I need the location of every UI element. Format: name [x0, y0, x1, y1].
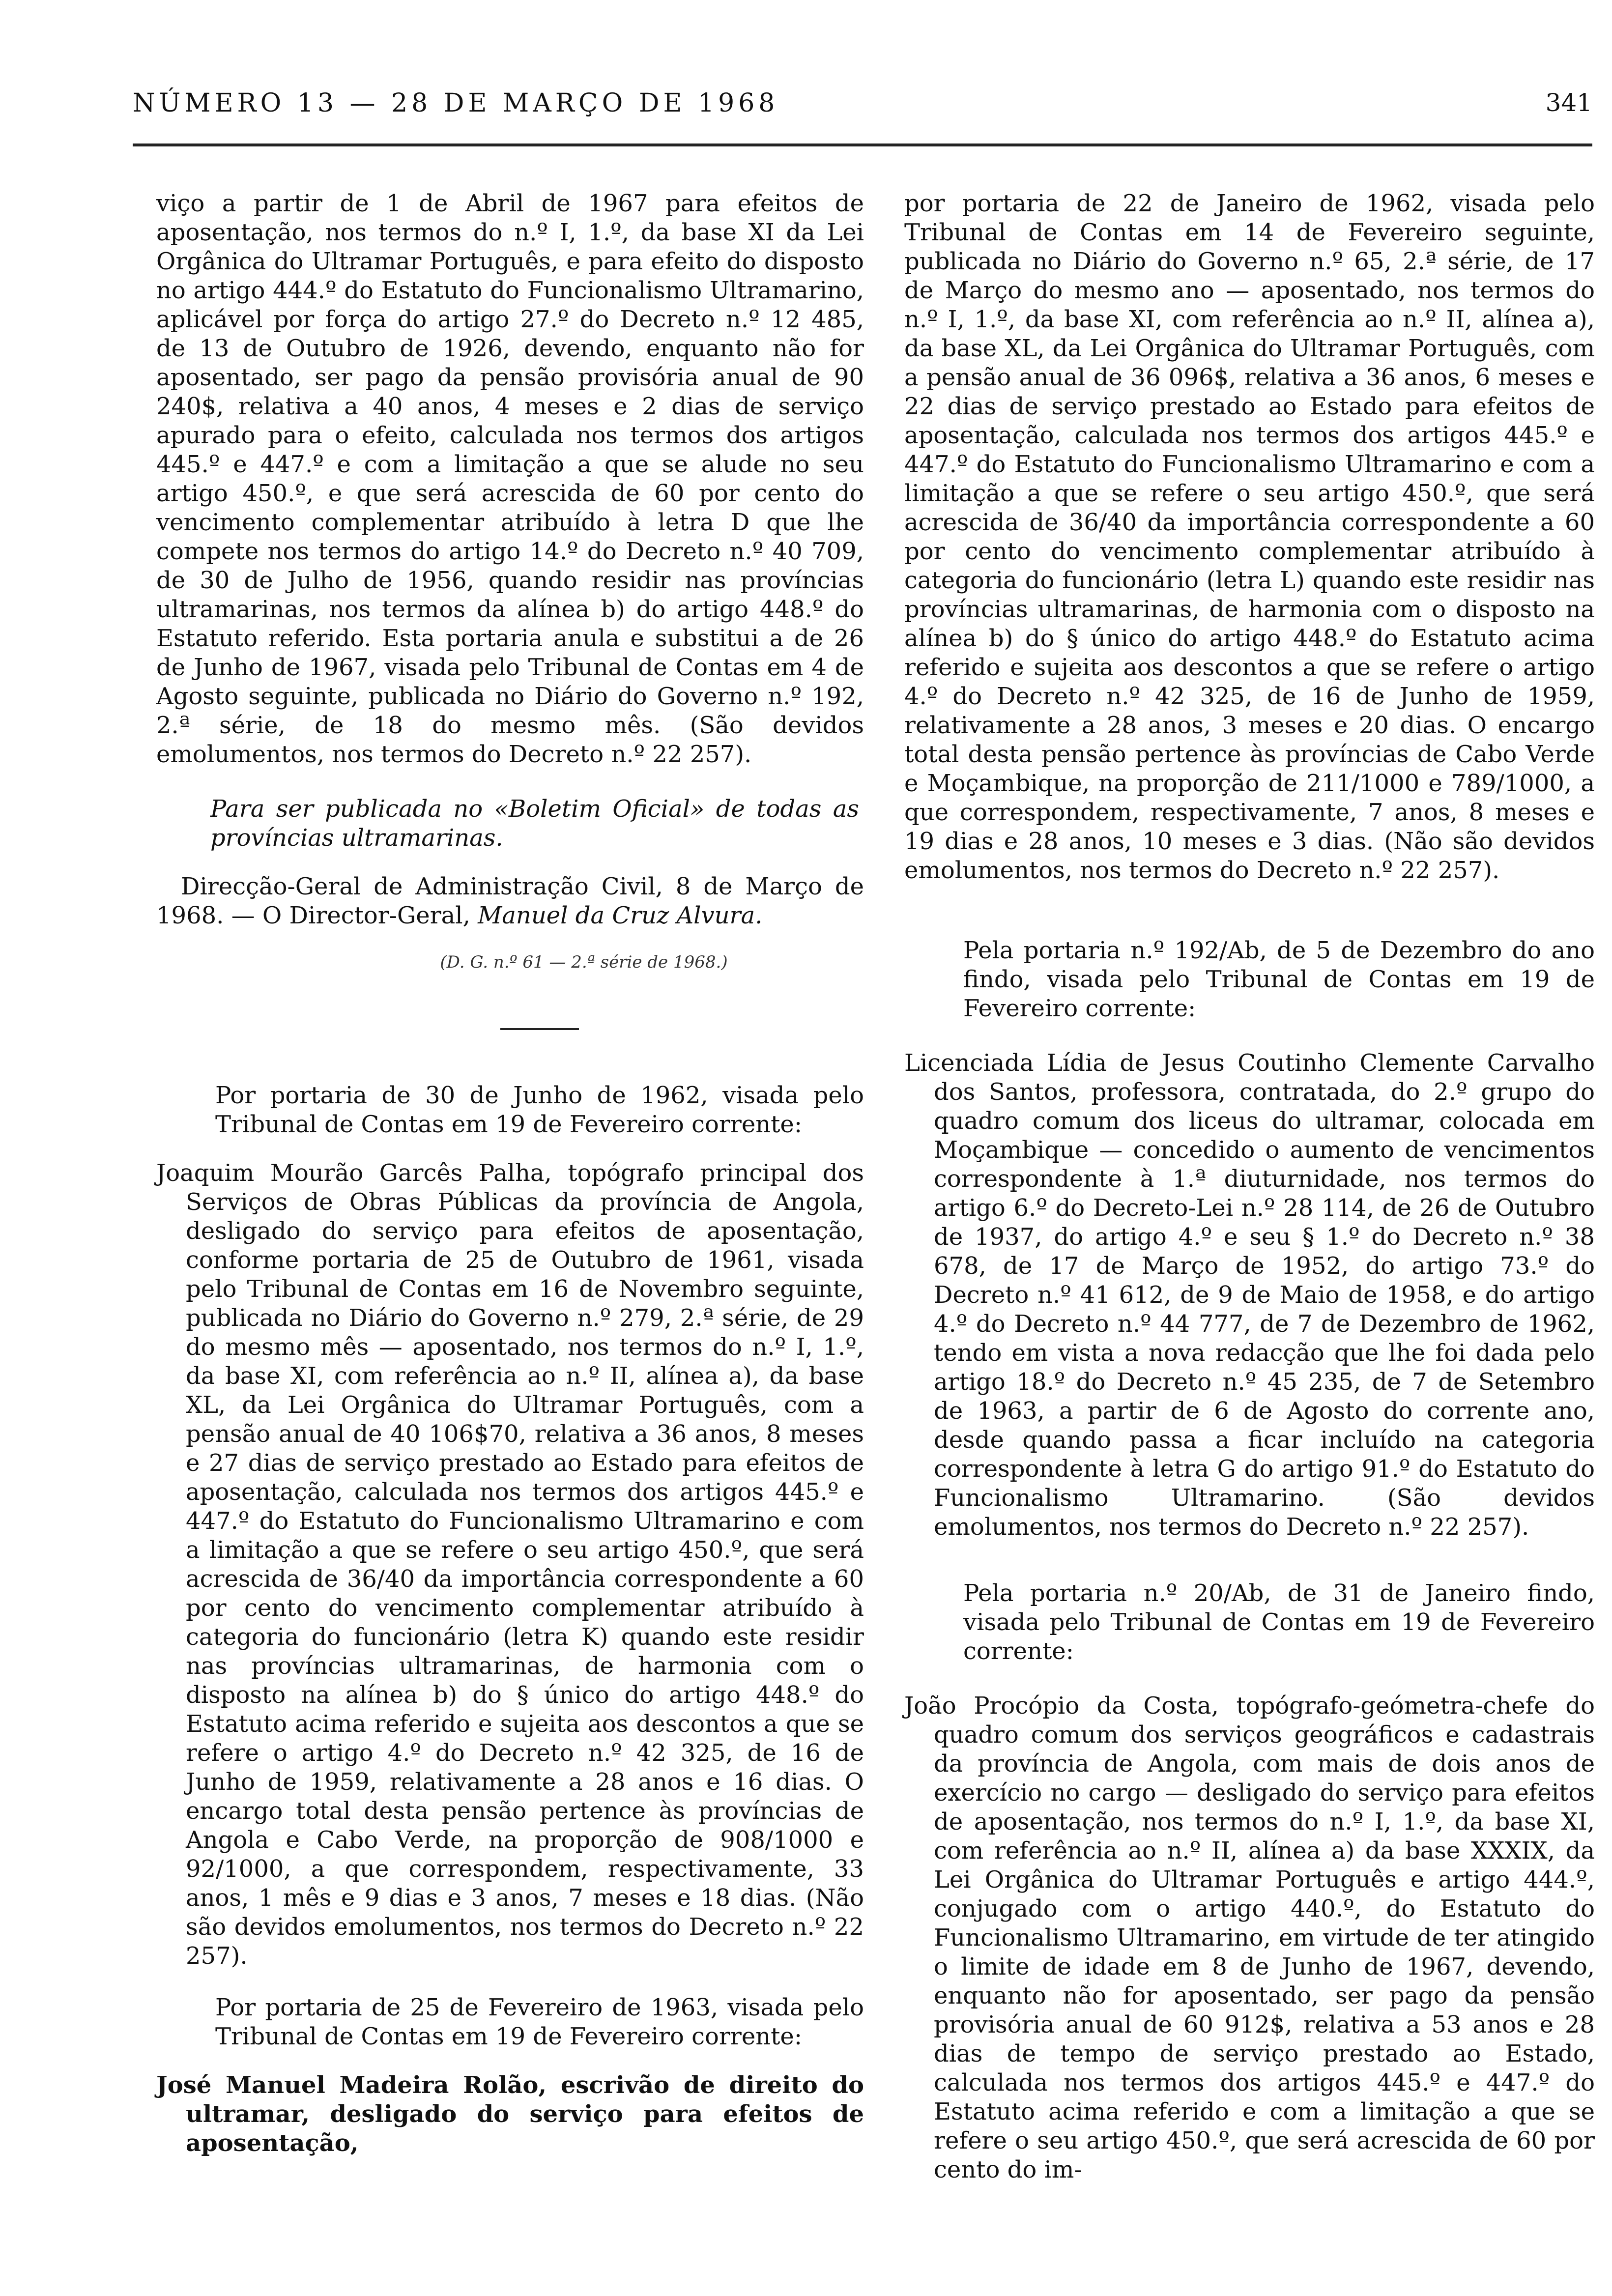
text-paragraph: por portaria de 22 de Janeiro de 1962, visada pelo Tribunal de Contas em 14 de Fevereiro seguinte, publicada no Diário do Governo n.º 65, 2.ª série, de 17 de Março do mesmo ano — aposentado, nos termos do n.º I, 1.º, da base XI, com referência ao n.º II, alínea a), da base XL, da Lei Orgânica do Ultramar Português, com a pensão anual de 36 096$, relativa a 36 anos, 6 meses e 22 dias de serviço prestado ao Estado para efeitos de aposentação, calculada nos termos dos artigos 445.º e 447.º do Estatuto do Funcionalismo Ultramarino e com a limitação a que se refere o seu artigo 450.º, que será acrescida de 36/40 da importância correspondente a 60 por cento do vencimento complementar atribuído à categoria do funcionário (letra L) quando este residir nas províncias ultramarinas, de harmonia com o disposto na alínea b) do § único do artigo 448.º do Estatuto acima referido e sujeita aos descontos a que se refere o artigo 4.º do Decreto n.º 42 325, de 16 de Junho de 1959, relativamente a 28 anos, 3 meses e 20 dias. O encargo total desta pensão pertence às províncias de Cabo Verde e Moçambique, na proporção de 211/1000 e 789/1000, a que correspondem, respectivamente, 7 anos, 8 meses e 19 dias e 28 anos, 10 meses e 3 dias. (Não são devidos emolumentos, nos termos do Decreto n.º 22 257). [904, 190, 1595, 884]
text-paragraph: viço a partir de 1 de Abril de 1967 para efeitos de aposentação, nos termos do n.º I, 1.º, da base XI da Lei Orgânica do Ultramar Português, e para efeito do disposto no artigo 444.º do Estatuto do Funcionalismo Ultramarino, aplicável por força do artigo 27.º do Decreto n.º 12 485, de 13 de Outubro de 1926, devendo, enquanto não for aposentado, ser pago da pensão provisória anual de 90 240$, relativa a 40 anos, 4 meses e 2 dias de serviço apurado para o efeito, calculada nos termos dos artigos 445.º e 447.º e com a limitação a que se alude no seu artigo 450.º, e que será acrescida de 60 por cento do vencimento complementar atribuído à letra D que lhe compete nos termos do artigo 14.º do Decreto n.º 40 709, de 30 de Julho de 1956, quando residir nas províncias ultramarinas, nos termos da alínea b) do artigo 448.º do Estatuto referido. Esta portaria anula e substitui a de 26 de Junho de 1967, visada pelo Tribunal de Contas em 4 de Agosto seguinte, publicada no Diário do Governo n.º 192, 2.ª série, de 18 do mesmo mês. (São devidos emolumentos, nos termos do Decreto n.º 22 257). [156, 190, 864, 768]
right-column [904, 189, 1595, 2184]
portaria-heading: Por portaria de 30 de Junho de 1962, visada pelo Tribunal de Contas em 19 de Fevereiro corrente: [215, 1082, 864, 1138]
issue-title: NÚMERO 13 — 28 DE MARÇO DE 1968 [133, 88, 779, 118]
portaria-heading: Pela portaria n.º 20/Ab, de 31 de Janeiro findo, visada pelo Tribunal de Contas em 19 de Fevereiro corrente: [963, 1579, 1595, 1665]
direction-signature-line [156, 872, 864, 930]
publication-note: Para ser publicada no «Boletim Oficial» de todas as províncias ultramarinas. [210, 795, 859, 852]
entry-paragraph: João Procópio da Costa, topógrafo-geómetra-chefe do quadro comum dos serviços geográficos e cadastrais da província de Angola, com mais de dois anos de exercício no cargo — desligado do serviço para efeitos de aposentação, nos termos do n.º I, 1.º, da base XI, com referência ao n.º II, alínea a) da base XXXIX, da Lei Orgânica do Ultramar Português e artigo 444.º, conjugado com o artigo 440.º, do Estatuto do Funcionalismo Ultramarino, em virtude de ter atingido o limite de idade em 8 de Junho de 1967, devendo, enquanto não for aposentado, ser pago da pensão provisória anual de 60 912$, relativa a 53 anos e 28 dias de tempo de serviço prestado ao Estado, calculada nos termos dos artigos 445.º e 447.º do Estatuto acima referido e com a limitação a que se refere o seu artigo 450.º, que será acrescida de 60 por cento do im- [904, 1692, 1595, 2183]
entry-paragraph: Licenciada Lídia de Jesus Coutinho Clemente Carvalho dos Santos, professora, contratada, do 2.º grupo do quadro comum dos liceus do ultramar, colocada em Moçambique — concedido o aumento de vencimentos correspondente à 1.ª diuturnidade, nos termos do artigo 6.º do Decreto-Lei n.º 28 114, de 26 de Outubro de 1937, do artigo 4.º e seu § 1.º do Decreto n.º 38 678, de 17 de Março de 1952, do artigo 73.º do Decreto n.º 41 612, de 9 de Maio de 1958, e do artigo 4.º do Decreto n.º 44 777, de 7 de Dezembro de 1962, tendo em vista a nova redacção que lhe foi dada pelo artigo 18.º do Decreto n.º 45 235, de 7 de Setembro de 1963, a partir de 6 de Agosto do corrente ano, desde quando passa a ficar incluído na categoria correspondente à letra G do artigo 91.º do Estatuto do Funcionalismo Ultramarino. (São devidos emolumentos, nos termos do Decreto n.º 22 257). [904, 1049, 1595, 1541]
entry-paragraph: Joaquim Mourão Garcês Palha, topógrafo principal dos Serviços de Obras Públicas da província de Angola, desligado do serviço para efeitos de aposentação, conforme portaria de 25 de Outubro de 1961, visada pelo Tribunal de Contas em 16 de Novembro seguinte, publicada no Diário do Governo n.º 279, 2.ª série, de 29 do mesmo mês — aposentado, nos termos do n.º I, 1.º, da base XI, com referência ao n.º II, alínea a), da base XL, da Lei Orgânica do Ultramar Português, com a pensão anual de 40 106$70, relativa a 36 anos, 8 meses e 27 dias de serviço prestado ao Estado para efeitos de aposentação, calculada nos termos dos artigos 445.º e 447.º do Estatuto do Funcionalismo Ultramarino e com a limitação a que se refere o seu artigo 450.º, que será acrescida de 36/40 da importância correspondente a 60 por cento do vencimento complementar atribuído à categoria do funcionário (letra K) quando este residir nas províncias ultramarinas, de harmonia com o disposto na alínea b) do § único do artigo 448.º do Estatuto acima referido e sujeita aos descontos a que se refere o artigo 4.º do Decreto n.º 42 325, de 16 de Junho de 1959, relativamente a 28 anos e 16 dias. O encargo total desta pensão pertence às províncias de Angola e Cabo Verde, na proporção de 908/1000 e 92/1000, a que correspondem, respectivamente, 33 anos, 1 mês e 9 dias e 3 anos, 7 meses e 18 dias. (Não são devidos emolumentos, nos termos do Decreto n.º 22 257). [156, 1159, 864, 1970]
section-divider [500, 1028, 579, 1030]
direction-text: Direcção-Geral de Administração Civil, 8 de Março de 1968. — O Director-Geral, [156, 873, 864, 929]
portaria-heading: Por portaria de 25 de Fevereiro de 1963, visada pelo Tribunal de Contas em 19 de Fevereiro corrente: [215, 1994, 864, 2050]
header-divider [133, 144, 1592, 146]
page-number: 341 [1545, 88, 1592, 117]
source-reference: (D. G. n.º 61 — 2.ª série de 1968.) [440, 952, 728, 972]
entry-paragraph: José Manuel Madeira Rolão, escrivão de direito do ultramar, desligado do serviço para efeitos de aposentação, [156, 2071, 864, 2157]
director-signature: Manuel da Cruz Alvura. [478, 902, 763, 929]
page-header [133, 88, 1592, 133]
left-column [156, 189, 864, 2158]
portaria-heading: Pela portaria n.º 192/Ab, de 5 de Dezembro do ano findo, visada pelo Tribunal de Contas em 19 de Fevereiro corrente: [963, 937, 1595, 1022]
